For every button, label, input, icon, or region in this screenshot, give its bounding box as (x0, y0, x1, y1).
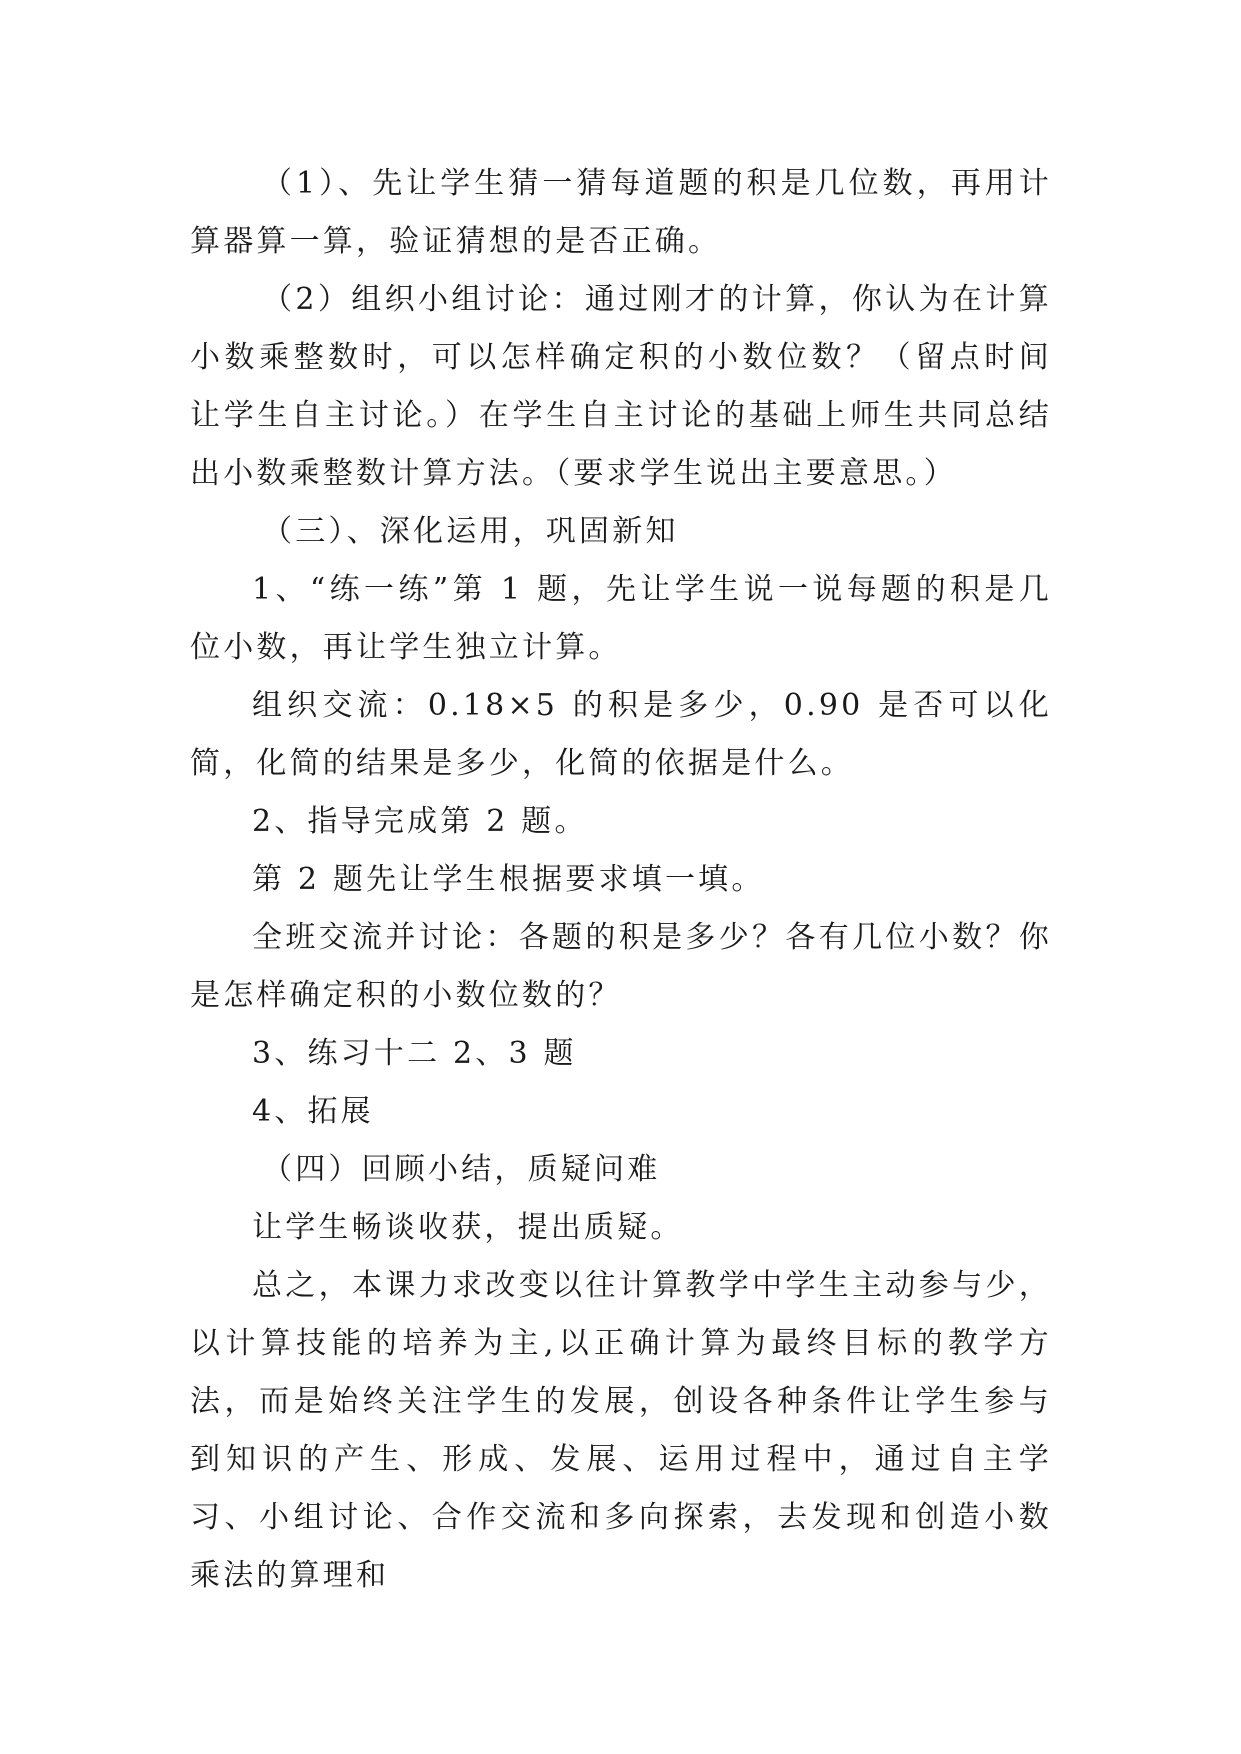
paragraph-exercise-3: 3、练习十二 2、3 题 (252, 1036, 577, 1071)
paragraph-class-discussion: 全班交流并讨论：各题的积是多少？各有几位小数？你是怎样确定积的小数位数的？ (190, 920, 1052, 1013)
paragraph-share-harvest: 让学生畅谈收获，提出质疑。 (252, 1210, 684, 1245)
document-body (190, 155, 1052, 1605)
paragraph-guess-and-verify: （1）、先让学生猜一猜每道题的积是几位数，再用计算器算一算，验证猜想的是否正确。 (190, 166, 1052, 259)
paragraph-exercise-2-fill: 第 2 题先让学生根据要求填一填。 (252, 862, 765, 897)
section-heading-review: （四）回顾小结，质疑问难 (262, 1152, 661, 1187)
paragraph-exercise-1: 1、“练一练”第 1 题，先让学生说一说每题的积是几位小数，再让学生独立计算。 (190, 572, 1052, 665)
paragraph-organize-exchange: 组织交流：0.18×5 的积是多少，0.90 是否可以化简，化简的结果是多少，化简的依据是什么。 (190, 688, 1052, 781)
paragraph-extension: 4、拓展 (252, 1094, 374, 1129)
section-heading-deepen-application: （三）、深化运用，巩固新知 (262, 514, 679, 549)
paragraph-exercise-2: 2、指导完成第 2 题。 (252, 804, 588, 839)
paragraph-group-discussion: （2）组织小组讨论：通过刚才的计算，你认为在计算小数乘整数时，可以怎样确定积的小数位数？（留点时间让学生自主讨论。）在学生自主讨论的基础上师生共同总结出小数乘整数计算方法。（要求学生说出主要意思。） (190, 282, 1052, 491)
paragraph-summary: 总之，本课力求改变以往计算教学中学生主动参与少，以计算技能的培养为主,以正确计算为最终目标的教学方法，而是始终关注学生的发展，创设各种条件让学生参与到知识的产生、形成、发展、运用过程中，通过自主学习、小组讨论、合作交流和多向探索，去发现和创造小数乘法的算理和 (190, 1268, 1052, 1593)
